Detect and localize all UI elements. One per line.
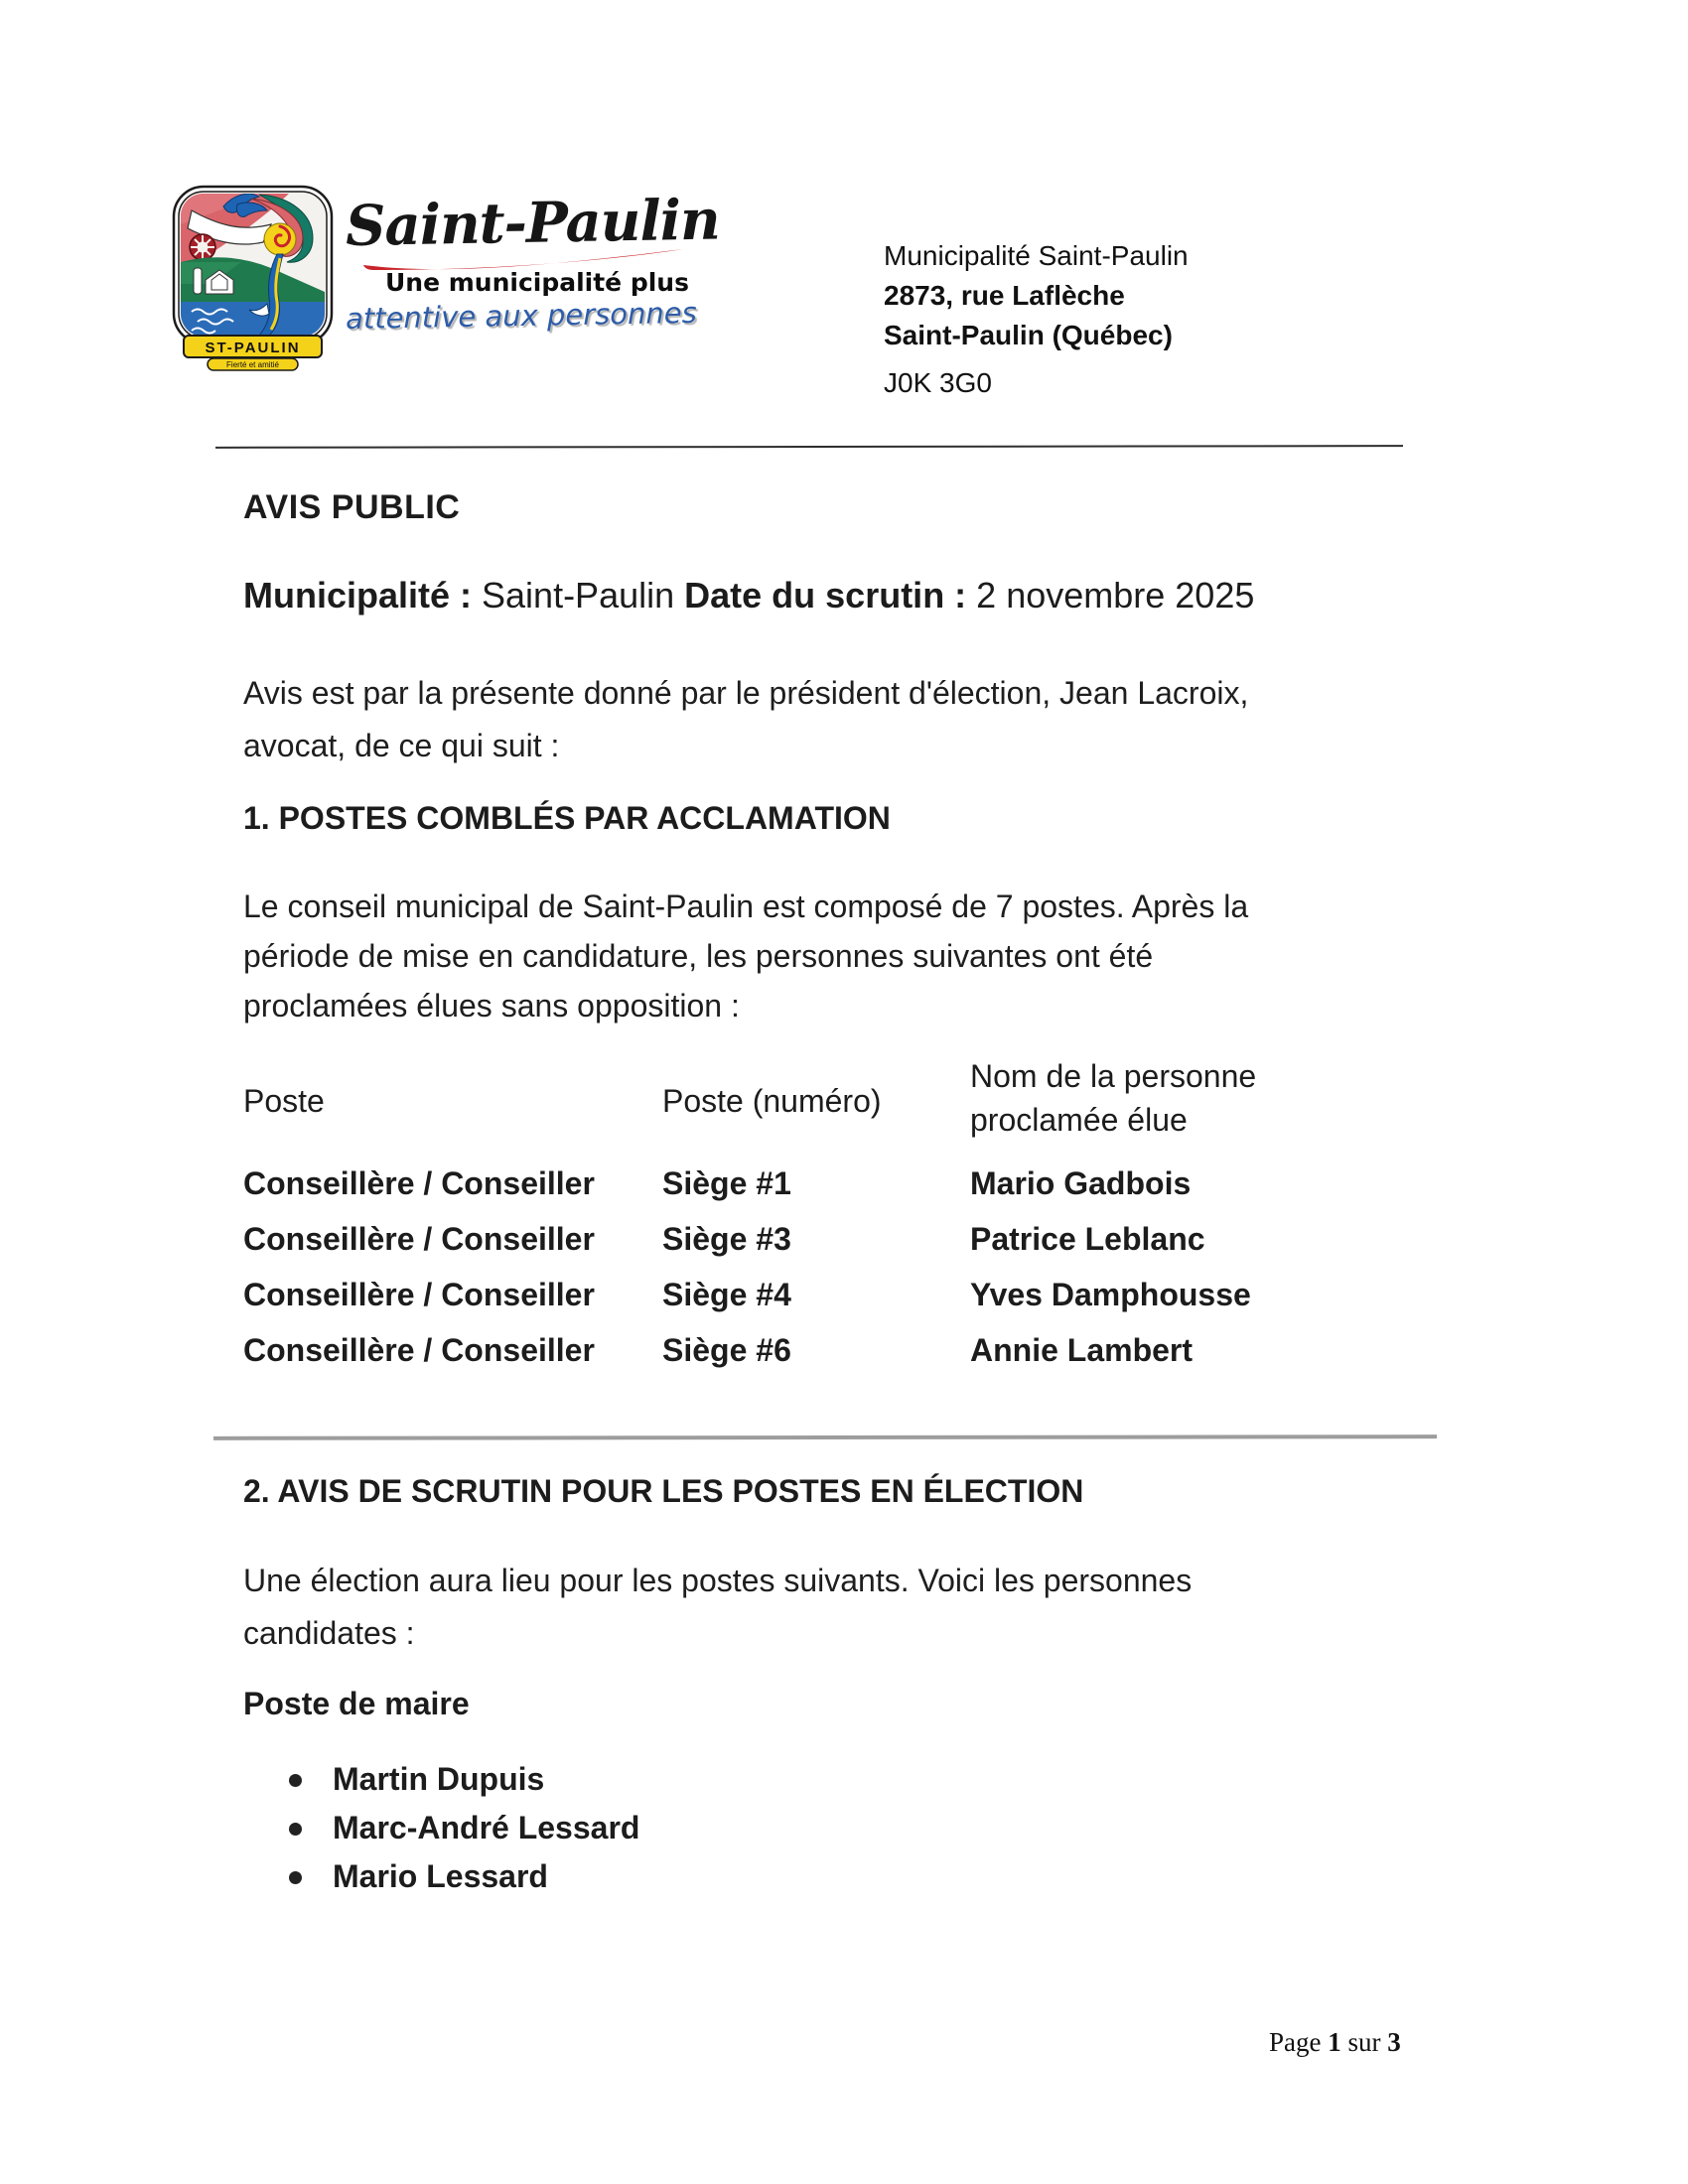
intro-paragraph — [243, 667, 1248, 772]
poste-de-maire-subheading: Poste de maire — [243, 1686, 470, 1721]
municipality-label: Municipalité : — [243, 575, 473, 615]
table-header-poste: Poste — [243, 1083, 325, 1119]
mayor-candidates-list — [289, 1755, 639, 1901]
section1-heading: 1. POSTES COMBLÉS PAR ACCLAMATION — [243, 800, 891, 836]
logo-tagline-1: Une municipalité plus — [384, 268, 689, 297]
table-header-poste-numero: Poste (numéro) — [662, 1083, 882, 1119]
scrutin-date-label: Date du scrutin : — [684, 575, 967, 615]
footer-current-page: 1 — [1328, 2027, 1341, 2057]
table-cell-nom: Yves Damphousse — [970, 1276, 1251, 1312]
section2-line: candidates : — [243, 1615, 415, 1651]
list-item — [289, 1755, 639, 1804]
section1-line: Le conseil municipal de Saint-Paulin est composé de 7 postes. Après la — [243, 888, 1249, 924]
table-cell-siege: Siège #3 — [662, 1220, 791, 1257]
section2-paragraph — [243, 1555, 1192, 1660]
table-cell-siege: Siège #4 — [662, 1276, 791, 1312]
section1-line: proclamées élues sans opposition : — [243, 988, 740, 1024]
intro-line: Avis est par la présente donné par le président d'élection, Jean Lacroix, — [243, 675, 1249, 711]
bullet-icon — [289, 1823, 302, 1836]
table-cell-nom: Patrice Leblanc — [970, 1220, 1205, 1257]
table-cell-siege: Siège #1 — [662, 1164, 791, 1201]
candidate-name: Martin Dupuis — [333, 1761, 545, 1797]
list-item — [289, 1804, 639, 1852]
table-cell-poste: Conseillère / Conseiller — [243, 1331, 595, 1368]
logo-wordmark-block — [345, 187, 721, 337]
section2-line: Une élection aura lieu pour les postes suivants. Voici les personnes — [243, 1563, 1193, 1598]
list-item — [289, 1852, 639, 1901]
address-line-2: 2873, rue Laflèche — [884, 280, 1125, 311]
table-cell-nom: Mario Gadbois — [970, 1164, 1192, 1201]
wordmark-script: Saint-Paulin — [345, 187, 721, 260]
footer-separator: sur — [1340, 2027, 1388, 2057]
logo-tagline-2: attentive aux personnes — [345, 295, 697, 337]
table-cell-nom: Annie Lambert — [970, 1331, 1194, 1368]
section2-heading: 2. AVIS DE SCRUTIN POUR LES POSTES EN ÉLECTION — [243, 1473, 1084, 1509]
table-cell-poste: Conseillère / Conseiller — [243, 1276, 595, 1312]
footer-prefix: Page — [1269, 2027, 1329, 2057]
crest-banner-text: ST-PAULIN — [205, 340, 301, 356]
municipality-value: Saint-Paulin — [472, 575, 685, 615]
bullet-icon — [289, 1871, 302, 1884]
municipal-crest-logo — [172, 185, 334, 371]
candidate-name: Mario Lessard — [333, 1858, 548, 1894]
header-divider-line — [215, 445, 1403, 449]
table-cell-poste: Conseillère / Conseiller — [243, 1164, 595, 1201]
municipality-address-block — [884, 236, 1189, 403]
footer-total-pages: 3 — [1387, 2027, 1401, 2057]
acclamation-table — [243, 1050, 1405, 1378]
table-header-nom: Nom de la personne proclamée élue — [970, 1058, 1257, 1138]
bullet-icon — [289, 1774, 302, 1787]
address-line-1: Municipalité Saint-Paulin — [884, 240, 1189, 271]
page-title: AVIS PUBLIC — [243, 488, 461, 526]
table-cell-poste: Conseillère / Conseiller — [243, 1220, 595, 1257]
candidate-name: Marc-André Lessard — [333, 1810, 640, 1845]
municipality-date-line — [243, 575, 1254, 616]
scrutin-date-value: 2 novembre 2025 — [966, 575, 1255, 615]
table-cell-siege: Siège #6 — [662, 1331, 791, 1368]
page-number-footer — [1269, 2027, 1401, 2058]
section1-line: période de mise en candidature, les personnes suivantes ont été — [243, 938, 1154, 974]
intro-line: avocat, de ce qui suit : — [243, 728, 560, 763]
section1-paragraph — [243, 882, 1248, 1030]
section-divider-line — [213, 1434, 1437, 1440]
crest-motto-text: Fierté et amitié — [226, 360, 279, 369]
address-postal-code: J0K 3G0 — [884, 367, 992, 398]
address-line-3: Saint-Paulin (Québec) — [884, 320, 1173, 350]
gear-icon — [190, 234, 215, 260]
